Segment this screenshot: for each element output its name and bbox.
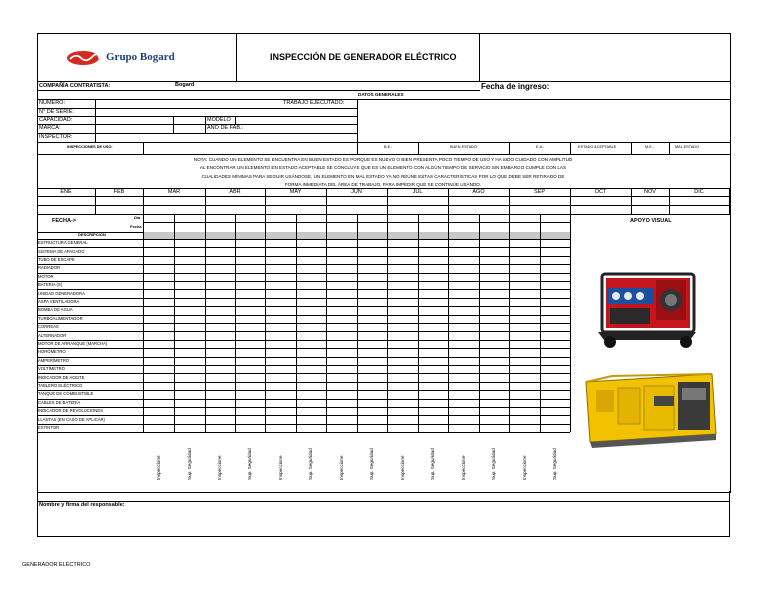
- item-label: BATERIA (S): [38, 282, 63, 288]
- month-label-mar: MAR: [167, 189, 181, 195]
- item-label: TUBO DE ESCAPE: [38, 257, 75, 262]
- month-label-sep: SEP: [533, 189, 545, 195]
- fecha-label: FECHA->: [52, 218, 76, 224]
- item-label: INDICADOR DE REVOLUCIONES: [38, 408, 103, 414]
- item-label: ASPA VENTILADORA: [38, 299, 80, 304]
- fecha-small-label: Fecha: [130, 224, 142, 229]
- generator-cabinet-image: [582, 368, 720, 450]
- inspeccione-column-label: Inspeccione: [155, 455, 161, 480]
- inspeccione-column-label: Inspeccione: [338, 455, 344, 480]
- company-logo: [66, 49, 206, 67]
- item-label: EXTINTOR: [38, 425, 60, 430]
- sup-seguridad-column-label: Sup. Seguridad: [369, 448, 374, 480]
- anio-label: AÑO DE FAB.:: [207, 125, 244, 131]
- item-label: SISTEMA DE APAGADO: [38, 248, 85, 254]
- note-block: [150, 156, 616, 189]
- item-label: RADIADOR: [38, 265, 61, 271]
- firma-label: Nombre y firma del responsable:: [39, 502, 125, 508]
- capacidad-label: CAPACIDAD:: [39, 117, 73, 123]
- inspeccione-column-label: Inspeccione: [217, 455, 222, 480]
- sup-seguridad-column-label: Sup. Seguridad: [308, 448, 313, 480]
- month-label-ago: AGO: [472, 189, 485, 195]
- fecha-ingreso-label: Fecha de ingreso:: [481, 82, 550, 91]
- me-desc: MAL ESTADO: [675, 145, 700, 149]
- sup-seguridad-column-label: Sup. Seguridad: [552, 448, 557, 480]
- item-label: MOTOR DE ARRANQUE (MARCHA): [38, 341, 108, 346]
- month-label-dic: DIC: [694, 189, 704, 195]
- company-value: Bogard: [175, 82, 195, 88]
- item-label: INDICADOR DE ACEITE: [38, 374, 85, 380]
- inspecciones-label: INSPECCIONES DE USO:: [67, 145, 113, 149]
- month-label-abr: ABR: [229, 189, 241, 195]
- item-label: HORÓMETRO: [38, 349, 66, 355]
- datos-generales-title: DATOS GENERALES: [358, 92, 404, 97]
- month-label-ene: ENE: [60, 189, 72, 195]
- item-label: MOTOR: [38, 273, 54, 279]
- trabajo-label: TRABAJO EJECUTADO:: [283, 100, 345, 106]
- item-label: TURBOALIMENTADOR: [38, 315, 83, 321]
- logo-oval-icon: [66, 50, 102, 66]
- note-line: CUALIDADES MÍNIMAS PARA SEGUIR USÁNDOSE, UN ELEMENTO EN MAL ESTADO YA NO REÚNE ESTAS CARACTERÍSTICAS POR LO QUE DEBE SER RETIRADO DE: [201, 173, 565, 179]
- inspeccione-column-label: Inspeccione: [460, 455, 466, 480]
- me-label: M.E.:: [645, 145, 654, 149]
- note-line: NOTA: CUANDO UN ELEMENTO SE ENCUENTRA EN BUEN ESTADO ES PORQUE ES NUEVO O BIEN PRESENTA POCO TIEMPO DE USO Y HA SIDO CUIDADO CON AMPLITUD: [193, 157, 573, 162]
- sup-seguridad-column-label: Sup. Seguridad: [247, 448, 252, 480]
- item-label: CABLES DE BATERÍA: [38, 399, 81, 405]
- item-label: UNIDAD GENERADORA: [38, 290, 85, 296]
- item-label: TABLERO ELÉCTRICO: [38, 383, 83, 388]
- descripcion-label: DESCRIPCIÓN: [78, 232, 106, 237]
- inspector-label: INSPECTOR:: [39, 134, 73, 140]
- marca-label: MARCA:: [39, 125, 61, 131]
- month-label-feb: FEB: [113, 189, 125, 195]
- sup-seguridad-column-label: Sup. Seguridad: [430, 448, 435, 480]
- ea-desc: ESTADO ACEPTABLE: [578, 145, 617, 149]
- inspeccione-column-label: Inspeccione: [399, 455, 405, 480]
- month-label-jun: JUN: [351, 189, 362, 195]
- generator-portable-image: [590, 266, 705, 351]
- month-label-jul: JUL: [412, 189, 423, 195]
- be-label: B.E.:: [384, 145, 393, 149]
- item-label: CORREAS: [38, 324, 59, 330]
- page-footer-label: GENERADOR ELÉCTRICO: [22, 562, 91, 568]
- modelo-label: MODELO: [207, 117, 231, 123]
- logo-text: Grupo Bogard: [106, 51, 175, 63]
- item-label: AMPERÍMETRO: [38, 357, 70, 363]
- month-label-may: MAY: [289, 189, 302, 195]
- note-line: AL ENCONTRAR UN ELEMENTO EN ESTADO ACEPTABLE SE CONCLUYE QUE ES UN ELEMENTO CON ALGÚN TIEMPO DE SERVICIO SIN EMBARGO CUMPLE CON LAS: [199, 165, 567, 171]
- sup-seguridad-column-label: Sup. Seguridad: [186, 448, 192, 480]
- item-label: VOLTÍMETRO: [38, 366, 65, 372]
- month-label-oct: OCT: [594, 189, 607, 195]
- company-label: COMPAÑÍA CONTRATISTA:: [39, 83, 111, 89]
- be-desc: BUEN ESTADO: [450, 145, 477, 149]
- item-label: ALTERNADOR: [38, 332, 67, 338]
- item-label: TANQUE DE COMBUSTIBLE: [38, 391, 94, 397]
- ea-label: E.A.:: [536, 145, 545, 149]
- inspeccione-column-label: Inspeccione: [521, 455, 527, 480]
- dia-label: Día: [134, 215, 141, 220]
- apoyo-visual-title: APOYO VISUAL: [630, 218, 672, 224]
- inspeccione-column-label: Inspeccione: [277, 455, 283, 480]
- page-title: INSPECCIÓN DE GENERADOR ELÉCTRICO: [270, 52, 457, 62]
- item-label: LLANTAS (EN CASO DE APLICAR): [38, 416, 105, 422]
- month-label-nov: NOV: [644, 189, 656, 195]
- note-line: FORMA INMEDIATA DEL ÁREA DE TRABAJO, PARA IMPEDIR QUE SE CONTINÚE USANDO.: [284, 181, 482, 187]
- item-label: BOMBA DE AGUA: [38, 307, 73, 313]
- serie-label: N° DE SERIE:: [39, 109, 74, 115]
- sup-seguridad-column-label: Sup. Seguridad: [491, 448, 496, 480]
- item-label: ESTRUCTURA GENERAL: [38, 240, 88, 246]
- numero-label: NUMERO:: [39, 100, 65, 106]
